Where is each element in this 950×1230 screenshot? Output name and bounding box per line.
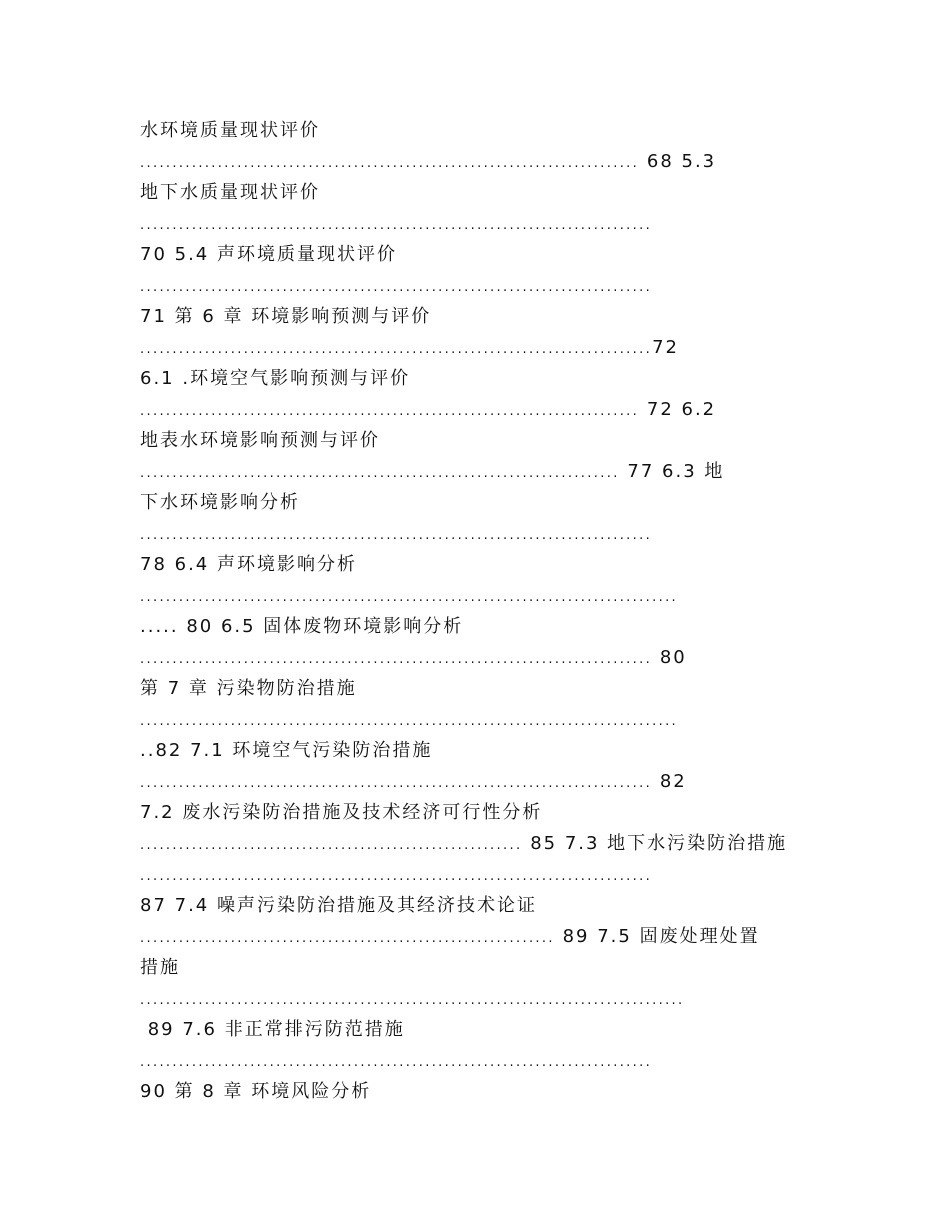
leader-page-ref: 72 (652, 337, 680, 358)
toc-line: ..82 7.1 环境空气污染防治措施 (140, 740, 433, 761)
toc-leader (140, 863, 652, 889)
toc-line: 地下水质量现状评价 (140, 182, 320, 203)
toc-leader (140, 274, 652, 300)
leader-page-ref: 72 6.2 (639, 399, 717, 420)
toc-leader (140, 770, 687, 796)
leader-dots: ............................................................................... (140, 342, 653, 357)
toc-line: 70 5.4 声环境质量现状评价 (140, 244, 397, 265)
leader-dots: ............................................................................... (140, 528, 653, 543)
toc-leader (140, 522, 652, 548)
toc-leader (140, 460, 724, 486)
leader-dots: ............................................................................... (140, 218, 653, 233)
toc-line: 89 7.6 非正常排污防范措施 (140, 1019, 405, 1040)
leader-page-ref: 89 7.5 固废处理处置 (554, 926, 760, 947)
toc-line: 87 7.4 噪声污染防治措施及其经济技术论证 (140, 895, 537, 916)
leader-dots: ................................................................................... (140, 590, 679, 605)
toc-line: 7.2 废水污染防治措施及技术经济可行性分析 (140, 802, 543, 823)
leader-dots: ............................................................................... (140, 280, 653, 295)
leader-dots: ................................................................................... (140, 714, 679, 729)
leader-page-ref: 68 5.3 (639, 151, 717, 172)
leader-dots: ............................................................................... (140, 776, 653, 791)
toc-leader (140, 987, 685, 1013)
toc-line: 71 第 6 章 环境影响预测与评价 (140, 306, 432, 327)
toc-line: 措施 (140, 957, 180, 978)
toc-line: 地表水环境影响预测与评价 (140, 430, 380, 451)
toc-leader (140, 584, 678, 610)
leader-page-ref: 80 (652, 647, 687, 668)
toc-line: 水环境质量现状评价 (140, 120, 320, 141)
toc-line: ..... 80 6.5 固体废物环境影响分析 (140, 616, 464, 637)
toc-line: 6.1 .环境空气影响预测与评价 (140, 368, 411, 389)
toc-line: 78 6.4 声环境影响分析 (140, 554, 357, 575)
leader-dots: ............................................................................. (140, 156, 640, 171)
leader-dots: ................................................................ (140, 931, 555, 946)
leader-page-ref: 82 (652, 771, 687, 792)
toc-line: 90 第 8 章 环境风险分析 (140, 1081, 372, 1102)
toc-line: 第 7 章 污染物防治措施 (140, 678, 357, 699)
toc-leader (140, 212, 652, 238)
leader-dots: .................................................................................... (140, 993, 685, 1008)
leader-page-ref: 77 6.3 地 (619, 461, 725, 482)
leader-dots: .......................................................................... (140, 466, 620, 481)
toc-leader (140, 832, 787, 858)
toc-leader (140, 1049, 652, 1075)
toc-leader (140, 336, 679, 362)
toc-leader (140, 708, 678, 734)
toc-leader (140, 150, 716, 176)
leader-dots: ............................................................................... (140, 1055, 653, 1070)
leader-page-ref: 85 7.3 地下水污染防治措施 (522, 833, 788, 854)
toc-leader (140, 925, 760, 951)
leader-dots: ........................................................... (140, 838, 523, 853)
toc-leader (140, 398, 716, 424)
leader-dots: ............................................................................... (140, 652, 653, 667)
toc-leader (140, 646, 687, 672)
leader-dots: ............................................................................. (140, 404, 640, 419)
toc-line: 下水环境影响分析 (140, 492, 300, 513)
leader-dots: ............................................................................... (140, 869, 653, 884)
